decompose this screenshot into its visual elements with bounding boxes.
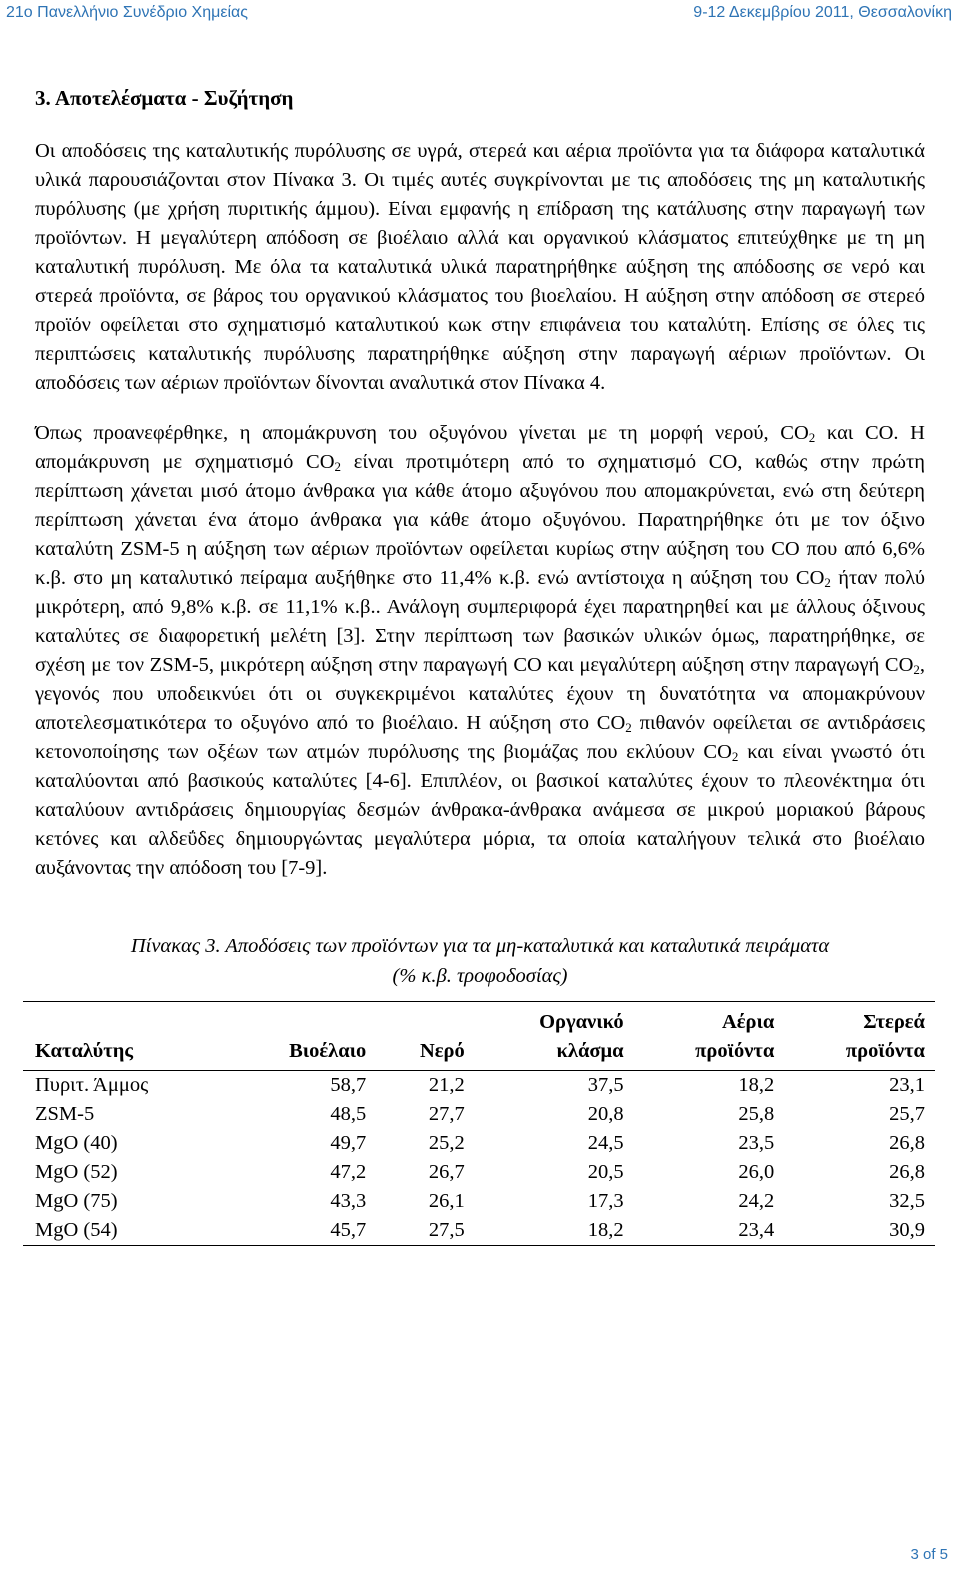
page-body — [35, 84, 925, 1246]
col-header-organic-fraction: Οργανικό κλάσμα — [539, 1011, 624, 1062]
running-header — [0, 4, 960, 28]
table-row: ZSM-5 48,5 27,7 20,8 25,8 25,7 — [35, 1103, 925, 1125]
col-header-solid-products: Στερεά προϊόντα — [845, 1011, 925, 1062]
paragraph-discussion: Όπως προανεφέρθηκε, η απομάκρυνση του οξυγόνου γίνεται με τη μορφή νερού, $CO_2$ και CO. Η απομάκρυνση με σχηματισμό $CO_2$ είναι προτιμότερη από το σχηματισμό CO, καθώς στην πρώτη περίπτωση χάνεται μισό άτομο άνθρακα για κάθε άτομο αξυγόνου που απομακρύνεται, ενώ στη δεύτερη περίπτωση χάνεται ένα άτομο άνθρακα για κάθε άτομο οξυγόνου. Παρατηρήθηκε ότι με τον όξινο καταλύτη ZSM-5 η αύξηση των αέριων προϊόντων οφείλεται κυρίως στην αύξηση του CO που από 6,6% κ.β. στο μη καταλυτικό πείραμα αυξήθηκε στο 11,4% κ.β. ενώ αντίστοιχα η αύξηση του $CO_2$ ήταν πολύ μικρότερη, από 9,8% κ.β. σε 11,1% κ.β.. Ανάλογη συμπεριφορά έχει παρατηρηθεί και με άλλους όξινους καταλύτες σε διαφορετική μελέτη [3]. Στην περίπτωση των βασικών υλικών όμως, παρατηρήθηκε, σε σχέση με τον ZSM-5, μικρότερη αύξηση στην παραγωγή CO και μεγαλύτερη αύξηση στην παραγωγή $CO_2$, γεγονός που υποδεικνύει ότι οι συγκεκριμένοι καταλύτες έχουν τη δυνατότητα να απομακρύνουν αποτελεσματικότερα το οξυγόνο από το βιοέλαιο. Η αύξηση στο $CO_2$ πιθανόν οφείλεται σε αντιδράσεις κετονοποίησης των οξέων των ατμών πυρόλυσης της βιομάζας που εκλύουν $CO_2$ και είναι γνωστό ότι καταλύονται από βασικούς καταλύτες [4-6]. Επιπλέον, οι βασικοί καταλύτες έχουν το πλεονέκτημα ότι καταλύουν αντιδράσεις δημιουργίας δεσμών άνθρακα-άνθρακα ανάμεσα σε μικρού μοριακού βάρους κετόνες και αλδεΰδες δημιουργώντας μεγαλύτερα μόρια, τα οποία καταλήγουν τελικά στο βιοέλαιο αυξάνοντας την απόδοση του [7-9]. — [35, 422, 926, 879]
yields-table — [23, 1001, 935, 1246]
col-header-gas-products: Αέρια προϊόντα — [695, 1011, 775, 1062]
col-header-bio-oil: Βιοέλαιο — [289, 1040, 367, 1062]
table-row: Πυριτ. Άμμος 58,7 21,2 37,5 18,2 23,1 — [35, 1074, 925, 1096]
table-caption — [35, 931, 925, 991]
table-caption-line1: Πίνακας 3. Αποδόσεις των προϊόντων για τα μη-καταλυτικά και καταλυτικά πειράματα — [130, 935, 830, 957]
table-row: MgO (75) 43,3 26,1 17,3 24,2 32,5 — [35, 1190, 925, 1212]
table-header-row — [23, 1002, 935, 1071]
table-row: MgO (52) 47,2 26,7 20,5 26,0 26,8 — [35, 1161, 925, 1183]
table-caption-line2: (% κ.β. τροφοδοσίας) — [392, 965, 568, 987]
section-title: 3. Αποτελέσματα - Συζήτηση — [35, 86, 294, 110]
table-row: MgO (54) 45,7 27,5 18,2 23,4 30,9 — [23, 1216, 935, 1246]
conference-date-location: 9-12 Δεκεμβρίου 2011, Θεσσαλονίκη — [693, 4, 952, 21]
col-header-catalyst: Καταλύτης — [35, 1040, 134, 1062]
page-number: 3 of 5 — [910, 1546, 948, 1563]
paragraph-results: Οι αποδόσεις της καταλυτικής πυρόλυσης σε υγρά, στερεά και αέρια προϊόντα για τα διάφορα καταλυτικά υλικά παρουσιάζονται στον Πίνακα 3. Οι τιμές αυτές συγκρίνονται με τις αποδόσεις της μη καταλυτικής πυρόλυσης (με χρήση πυριτικής άμμου). Είναι εμφανής η επίδραση της κατάλυσης στην παραγωγή των προϊόντων. Η μεγαλύτερη απόδοση σε βιοέλαιο αλλά και οργανικού κλάσματος επιτεύχθηκε με τη μη καταλυτική πυρόλυση. Με όλα τα καταλυτικά υλικά παρατηρήθηκε αύξηση της απόδοσης σε νερό και στερεά προϊόντα, σε βάρος του οργανικού κλάσματος του βιοελαίου. Η αύξηση στην απόδοση σε στερεό προϊόν οφείλεται στο σχηματισμό καταλυτικού κωκ στην επιφάνεια του καταλύτη. Επίσης σε όλες τις περιπτώσεις καταλυτικής πυρόλυσης παρατηρήθηκε αύξηση στην παραγωγή αέριων προϊόντων. Οι αποδόσεις των αέριων προϊόντων δίνονται αναλυτικά στον Πίνακα 4. — [35, 140, 925, 394]
col-header-water: Νερό — [419, 1040, 465, 1062]
conference-name: 21ο Πανελλήνιο Συνέδριο Χημείας — [6, 4, 248, 21]
table-row: MgO (40) 49,7 25,2 24,5 23,5 26,8 — [35, 1132, 925, 1154]
